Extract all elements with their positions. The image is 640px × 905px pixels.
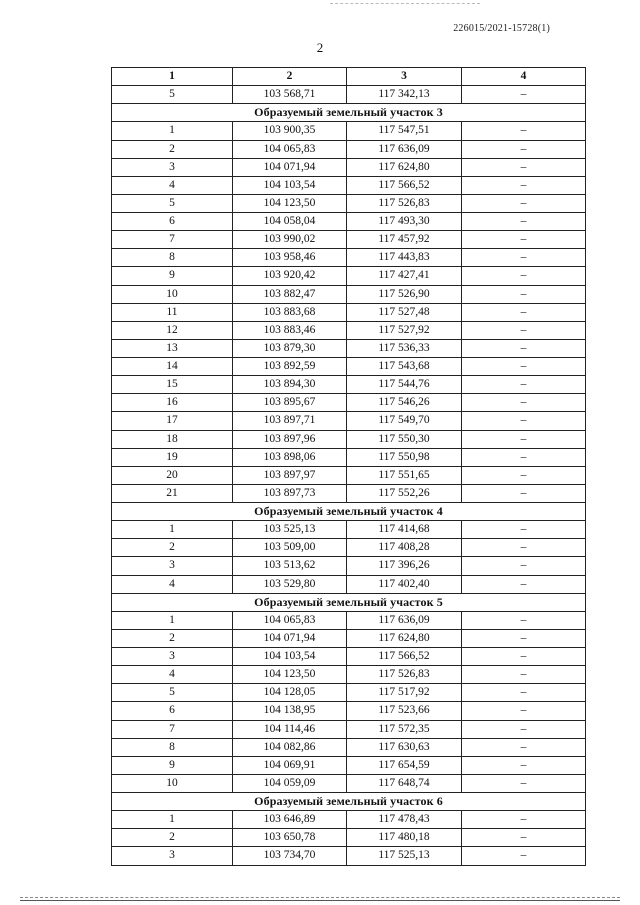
- x-coordinate-cell: 103 879,30: [233, 339, 347, 357]
- point-number-cell: 10: [112, 774, 233, 792]
- table-row: [112, 303, 586, 321]
- x-coordinate-cell: 103 892,59: [233, 358, 347, 376]
- point-number-cell: 1: [112, 521, 233, 539]
- coordinates-table-body: [112, 68, 586, 866]
- x-coordinate-cell: 103 568,71: [233, 86, 347, 104]
- y-coordinate-cell: 117 549,70: [347, 412, 462, 430]
- point-number-cell: 19: [112, 448, 233, 466]
- coordinates-table: [111, 67, 586, 866]
- x-coordinate-cell: 104 103,54: [233, 648, 347, 666]
- section-title-row: [112, 503, 586, 521]
- table-row: [112, 285, 586, 303]
- x-coordinate-cell: 103 898,06: [233, 448, 347, 466]
- y-coordinate-cell: 117 414,68: [347, 521, 462, 539]
- table-row: [112, 629, 586, 647]
- point-number-cell: 21: [112, 484, 233, 502]
- y-coordinate-cell: 117 654,59: [347, 756, 462, 774]
- y-coordinate-cell: 117 636,09: [347, 140, 462, 158]
- column-header-1: 1: [112, 68, 233, 86]
- y-coordinate-cell: 117 624,80: [347, 629, 462, 647]
- x-coordinate-cell: 104 071,94: [233, 629, 347, 647]
- section-title-row: [112, 593, 586, 611]
- y-coordinate-cell: 117 630,63: [347, 738, 462, 756]
- x-coordinate-cell: 103 897,96: [233, 430, 347, 448]
- point-number-cell: 4: [112, 666, 233, 684]
- table-row: [112, 702, 586, 720]
- y-coordinate-cell: 117 551,65: [347, 466, 462, 484]
- point-number-cell: 17: [112, 412, 233, 430]
- y-coordinate-cell: 117 523,66: [347, 702, 462, 720]
- x-coordinate-cell: 103 883,68: [233, 303, 347, 321]
- y-coordinate-cell: 117 550,30: [347, 430, 462, 448]
- y-coordinate-cell: 117 572,35: [347, 720, 462, 738]
- y-coordinate-cell: 117 478,43: [347, 811, 462, 829]
- note-cell: –: [462, 158, 586, 176]
- point-number-cell: 2: [112, 829, 233, 847]
- table-row: [112, 412, 586, 430]
- x-coordinate-cell: 104 058,04: [233, 213, 347, 231]
- point-number-cell: 5: [112, 194, 233, 212]
- point-number-cell: 16: [112, 394, 233, 412]
- note-cell: –: [462, 376, 586, 394]
- table-row: [112, 176, 586, 194]
- table-row: [112, 194, 586, 212]
- note-cell: –: [462, 321, 586, 339]
- point-number-cell: 3: [112, 557, 233, 575]
- x-coordinate-cell: 104 059,09: [233, 774, 347, 792]
- x-coordinate-cell: 103 734,70: [233, 847, 347, 865]
- point-number-cell: 7: [112, 231, 233, 249]
- table-row: [112, 158, 586, 176]
- point-number-cell: 5: [112, 86, 233, 104]
- x-coordinate-cell: 104 082,86: [233, 738, 347, 756]
- table-row: [112, 213, 586, 231]
- note-cell: –: [462, 249, 586, 267]
- point-number-cell: 5: [112, 684, 233, 702]
- note-cell: –: [462, 847, 586, 865]
- table-row: [112, 231, 586, 249]
- x-coordinate-cell: 103 509,00: [233, 539, 347, 557]
- point-number-cell: 11: [112, 303, 233, 321]
- point-number-cell: 6: [112, 702, 233, 720]
- y-coordinate-cell: 117 624,80: [347, 158, 462, 176]
- table-row: [112, 611, 586, 629]
- x-coordinate-cell: 104 128,05: [233, 684, 347, 702]
- x-coordinate-cell: 103 883,46: [233, 321, 347, 339]
- note-cell: –: [462, 122, 586, 140]
- point-number-cell: 8: [112, 249, 233, 267]
- note-cell: –: [462, 339, 586, 357]
- table-row: [112, 756, 586, 774]
- column-header-2: 2: [233, 68, 347, 86]
- y-coordinate-cell: 117 443,83: [347, 249, 462, 267]
- table-row: [112, 466, 586, 484]
- table-row: [112, 86, 586, 104]
- table-row: [112, 430, 586, 448]
- note-cell: –: [462, 557, 586, 575]
- point-number-cell: 2: [112, 539, 233, 557]
- note-cell: –: [462, 575, 586, 593]
- table-row: [112, 339, 586, 357]
- x-coordinate-cell: 103 529,80: [233, 575, 347, 593]
- y-coordinate-cell: 117 552,26: [347, 484, 462, 502]
- y-coordinate-cell: 117 566,52: [347, 648, 462, 666]
- table-row: [112, 249, 586, 267]
- note-cell: –: [462, 267, 586, 285]
- point-number-cell: 7: [112, 720, 233, 738]
- y-coordinate-cell: 117 526,90: [347, 285, 462, 303]
- table-row: [112, 720, 586, 738]
- point-number-cell: 4: [112, 575, 233, 593]
- point-number-cell: 2: [112, 629, 233, 647]
- table-row: [112, 557, 586, 575]
- x-coordinate-cell: 103 897,71: [233, 412, 347, 430]
- y-coordinate-cell: 117 402,40: [347, 575, 462, 593]
- y-coordinate-cell: 117 408,28: [347, 539, 462, 557]
- column-header-4: 4: [462, 68, 586, 86]
- page-bottom-rule: [20, 897, 620, 901]
- table-row: [112, 321, 586, 339]
- x-coordinate-cell: 104 065,83: [233, 140, 347, 158]
- point-number-cell: 2: [112, 140, 233, 158]
- x-coordinate-cell: 103 920,42: [233, 267, 347, 285]
- y-coordinate-cell: 117 525,13: [347, 847, 462, 865]
- x-coordinate-cell: 103 958,46: [233, 249, 347, 267]
- y-coordinate-cell: 117 636,09: [347, 611, 462, 629]
- point-number-cell: 9: [112, 267, 233, 285]
- table-row: [112, 847, 586, 865]
- point-number-cell: 6: [112, 213, 233, 231]
- y-coordinate-cell: 117 427,41: [347, 267, 462, 285]
- scan-artifact-line: [330, 3, 480, 5]
- note-cell: –: [462, 213, 586, 231]
- note-cell: –: [462, 629, 586, 647]
- x-coordinate-cell: 104 138,95: [233, 702, 347, 720]
- note-cell: –: [462, 412, 586, 430]
- y-coordinate-cell: 117 526,83: [347, 194, 462, 212]
- y-coordinate-cell: 117 546,26: [347, 394, 462, 412]
- column-header-3: 3: [347, 68, 462, 86]
- y-coordinate-cell: 117 480,18: [347, 829, 462, 847]
- x-coordinate-cell: 103 646,89: [233, 811, 347, 829]
- note-cell: –: [462, 176, 586, 194]
- note-cell: –: [462, 684, 586, 702]
- point-number-cell: 15: [112, 376, 233, 394]
- x-coordinate-cell: 104 065,83: [233, 611, 347, 629]
- point-number-cell: 3: [112, 158, 233, 176]
- note-cell: –: [462, 430, 586, 448]
- point-number-cell: 9: [112, 756, 233, 774]
- table-row: [112, 811, 586, 829]
- point-number-cell: 13: [112, 339, 233, 357]
- y-coordinate-cell: 117 396,26: [347, 557, 462, 575]
- y-coordinate-cell: 117 527,92: [347, 321, 462, 339]
- section-title: Образуемый земельный участок 3: [112, 104, 586, 122]
- y-coordinate-cell: 117 493,30: [347, 213, 462, 231]
- note-cell: –: [462, 194, 586, 212]
- x-coordinate-cell: 103 650,78: [233, 829, 347, 847]
- x-coordinate-cell: 103 897,73: [233, 484, 347, 502]
- note-cell: –: [462, 484, 586, 502]
- note-cell: –: [462, 720, 586, 738]
- x-coordinate-cell: 103 513,62: [233, 557, 347, 575]
- x-coordinate-cell: 103 897,97: [233, 466, 347, 484]
- point-number-cell: 3: [112, 847, 233, 865]
- x-coordinate-cell: 104 123,50: [233, 666, 347, 684]
- note-cell: –: [462, 539, 586, 557]
- y-coordinate-cell: 117 517,92: [347, 684, 462, 702]
- x-coordinate-cell: 103 900,35: [233, 122, 347, 140]
- note-cell: –: [462, 521, 586, 539]
- table-row: [112, 774, 586, 792]
- y-coordinate-cell: 117 527,48: [347, 303, 462, 321]
- x-coordinate-cell: 104 071,94: [233, 158, 347, 176]
- table-row: [112, 575, 586, 593]
- point-number-cell: 10: [112, 285, 233, 303]
- note-cell: –: [462, 666, 586, 684]
- table-row: [112, 484, 586, 502]
- x-coordinate-cell: 104 114,46: [233, 720, 347, 738]
- note-cell: –: [462, 448, 586, 466]
- note-cell: –: [462, 231, 586, 249]
- point-number-cell: 20: [112, 466, 233, 484]
- table-row: [112, 684, 586, 702]
- section-title: Образуемый земельный участок 5: [112, 593, 586, 611]
- y-coordinate-cell: 117 342,13: [347, 86, 462, 104]
- note-cell: –: [462, 358, 586, 376]
- table-row: [112, 738, 586, 756]
- note-cell: –: [462, 811, 586, 829]
- table-row: [112, 358, 586, 376]
- table-row: [112, 376, 586, 394]
- point-number-cell: 1: [112, 122, 233, 140]
- note-cell: –: [462, 285, 586, 303]
- table-row: [112, 394, 586, 412]
- x-coordinate-cell: 103 525,13: [233, 521, 347, 539]
- point-number-cell: 1: [112, 811, 233, 829]
- table-row: [112, 666, 586, 684]
- y-coordinate-cell: 117 648,74: [347, 774, 462, 792]
- note-cell: –: [462, 738, 586, 756]
- note-cell: –: [462, 86, 586, 104]
- note-cell: –: [462, 774, 586, 792]
- y-coordinate-cell: 117 457,92: [347, 231, 462, 249]
- note-cell: –: [462, 611, 586, 629]
- table-row: [112, 539, 586, 557]
- section-title-row: [112, 104, 586, 122]
- page-number: 2: [316, 40, 324, 55]
- note-cell: –: [462, 394, 586, 412]
- section-title: Образуемый земельный участок 6: [112, 793, 586, 811]
- note-cell: –: [462, 303, 586, 321]
- point-number-cell: 3: [112, 648, 233, 666]
- document-number: 226015/2021-15728(1): [453, 23, 550, 34]
- x-coordinate-cell: 103 895,67: [233, 394, 347, 412]
- x-coordinate-cell: 104 123,50: [233, 194, 347, 212]
- point-number-cell: 12: [112, 321, 233, 339]
- y-coordinate-cell: 117 536,33: [347, 339, 462, 357]
- x-coordinate-cell: 103 894,30: [233, 376, 347, 394]
- x-coordinate-cell: 104 069,91: [233, 756, 347, 774]
- y-coordinate-cell: 117 566,52: [347, 176, 462, 194]
- note-cell: –: [462, 829, 586, 847]
- y-coordinate-cell: 117 543,68: [347, 358, 462, 376]
- table-row: [112, 521, 586, 539]
- section-title: Образуемый земельный участок 4: [112, 503, 586, 521]
- table-row: [112, 448, 586, 466]
- note-cell: –: [462, 702, 586, 720]
- table-row: [112, 648, 586, 666]
- table-row: [112, 140, 586, 158]
- table-row: [112, 267, 586, 285]
- y-coordinate-cell: 117 547,51: [347, 122, 462, 140]
- point-number-cell: 14: [112, 358, 233, 376]
- point-number-cell: 8: [112, 738, 233, 756]
- x-coordinate-cell: 103 882,47: [233, 285, 347, 303]
- point-number-cell: 4: [112, 176, 233, 194]
- x-coordinate-cell: 104 103,54: [233, 176, 347, 194]
- section-title-row: [112, 793, 586, 811]
- point-number-cell: 1: [112, 611, 233, 629]
- x-coordinate-cell: 103 990,02: [233, 231, 347, 249]
- y-coordinate-cell: 117 550,98: [347, 448, 462, 466]
- y-coordinate-cell: 117 526,83: [347, 666, 462, 684]
- table-header-row: [112, 68, 586, 86]
- table-row: [112, 122, 586, 140]
- point-number-cell: 18: [112, 430, 233, 448]
- note-cell: –: [462, 140, 586, 158]
- note-cell: –: [462, 756, 586, 774]
- note-cell: –: [462, 466, 586, 484]
- y-coordinate-cell: 117 544,76: [347, 376, 462, 394]
- table-row: [112, 829, 586, 847]
- note-cell: –: [462, 648, 586, 666]
